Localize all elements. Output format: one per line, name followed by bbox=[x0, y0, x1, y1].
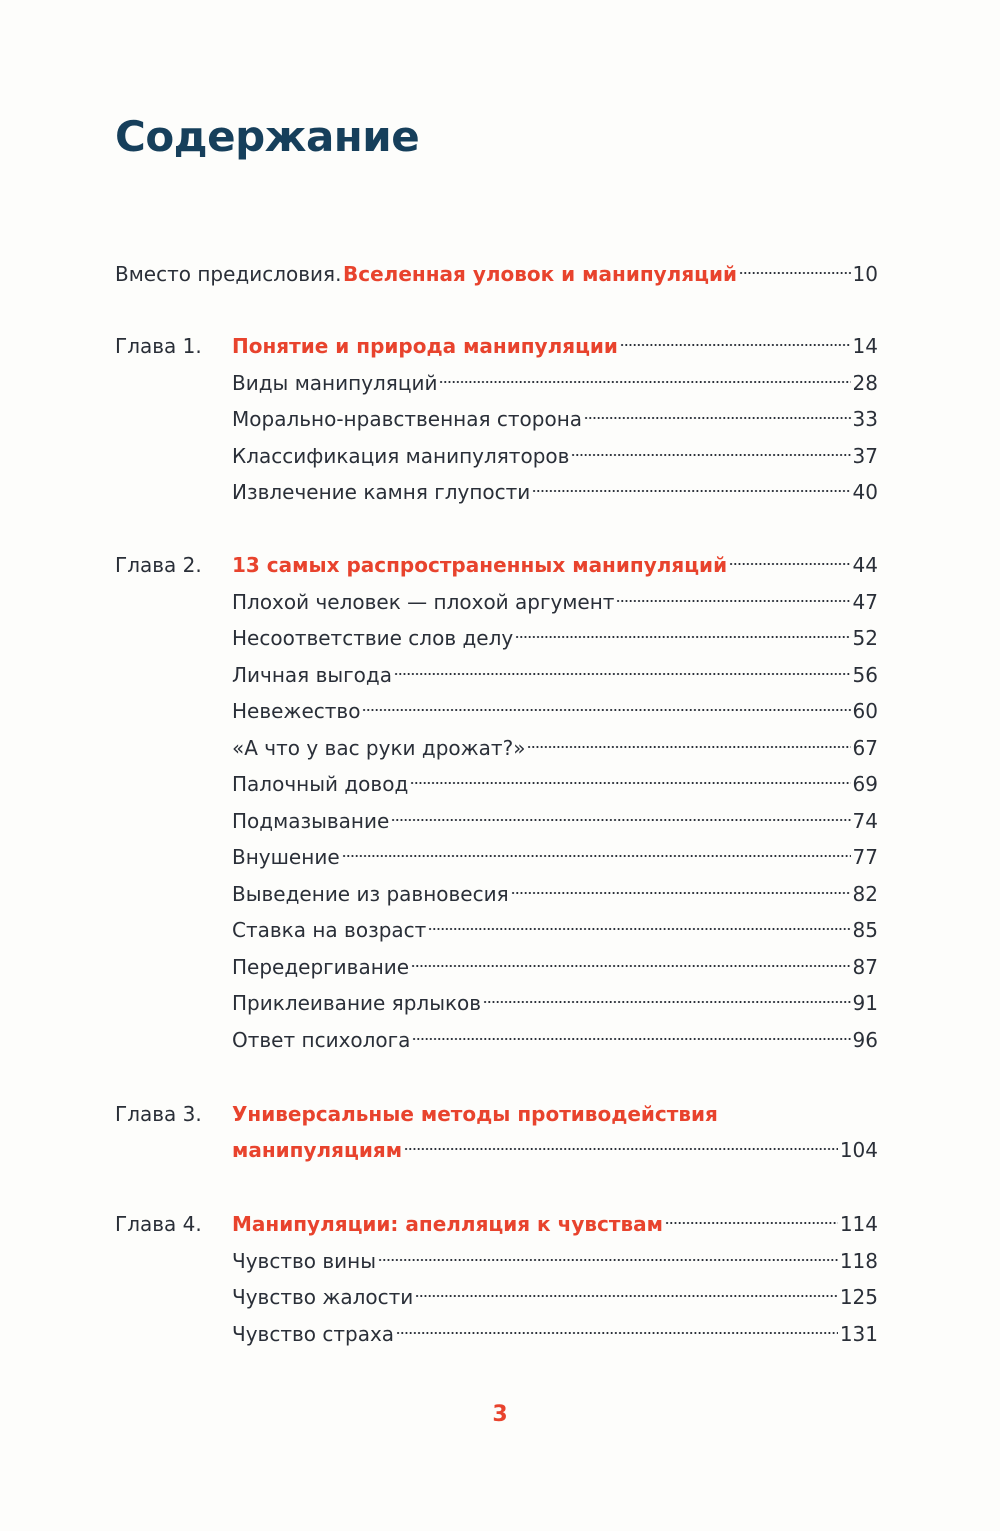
toc-item-row[interactable] bbox=[0, 1316, 1000, 1352]
item-title: Чувство жалости bbox=[232, 1285, 414, 1309]
toc-entry bbox=[232, 328, 878, 364]
dot-leader bbox=[584, 416, 851, 420]
toc-item-row[interactable] bbox=[0, 912, 1000, 948]
item-title: Классификация манипуляторов bbox=[232, 444, 570, 468]
toc-entry bbox=[232, 985, 878, 1021]
toc-item-row[interactable] bbox=[0, 839, 1000, 875]
toc-entry bbox=[232, 766, 878, 802]
toc-entry bbox=[232, 547, 878, 583]
page-ref: 104 bbox=[839, 1138, 878, 1162]
toc-item-row[interactable] bbox=[0, 401, 1000, 437]
page-ref: 114 bbox=[839, 1212, 878, 1236]
toc-chapter-row[interactable] bbox=[0, 547, 1000, 583]
dot-leader bbox=[616, 599, 850, 603]
toc-chapter-row-continued[interactable] bbox=[0, 1132, 1000, 1168]
page-ref: 87 bbox=[852, 955, 878, 979]
item-title: Извлечение камня глупости bbox=[232, 480, 531, 504]
toc-item-row[interactable] bbox=[0, 1279, 1000, 1315]
chapter-title: 13 самых распространенных манипуляций bbox=[232, 553, 728, 577]
page-ref: 40 bbox=[852, 480, 878, 504]
item-title: Виды манипуляций bbox=[232, 371, 438, 395]
page-ref: 33 bbox=[852, 407, 878, 431]
toc-item-row[interactable] bbox=[0, 766, 1000, 802]
toc-item-row[interactable] bbox=[0, 657, 1000, 693]
dot-leader bbox=[342, 854, 851, 858]
chapter-label: Глава 3. bbox=[115, 1102, 202, 1126]
item-title: Ответ психолога bbox=[232, 1028, 411, 1052]
page-ref: 44 bbox=[852, 553, 878, 577]
dot-leader bbox=[412, 1037, 850, 1041]
page-ref: 118 bbox=[839, 1249, 878, 1273]
toc-entry bbox=[232, 730, 878, 766]
page-ref: 77 bbox=[852, 845, 878, 869]
toc-entry bbox=[232, 912, 878, 948]
page-ref: 10 bbox=[852, 262, 878, 286]
dot-leader bbox=[665, 1221, 838, 1225]
toc-item-row[interactable] bbox=[0, 1022, 1000, 1058]
toc-entry bbox=[232, 657, 878, 693]
toc-entry bbox=[232, 620, 878, 656]
chapter-label: Глава 2. bbox=[115, 553, 202, 577]
toc-entry bbox=[343, 256, 878, 292]
dot-leader bbox=[410, 781, 850, 785]
toc-entry bbox=[232, 693, 878, 729]
toc-entry bbox=[232, 1279, 878, 1315]
toc-item-row[interactable] bbox=[0, 438, 1000, 474]
page-number: 3 bbox=[492, 1402, 508, 1427]
toc-entry bbox=[232, 1022, 878, 1058]
item-title: Приклеивание ярлыков bbox=[232, 991, 482, 1015]
toc-item-row[interactable] bbox=[0, 620, 1000, 656]
toc-item-row[interactable] bbox=[0, 876, 1000, 912]
toc-entry bbox=[232, 401, 878, 437]
page-ref: 82 bbox=[852, 882, 878, 906]
chapter-label: Глава 4. bbox=[115, 1212, 202, 1236]
item-title: Ставка на возраст bbox=[232, 918, 427, 942]
page-ref: 131 bbox=[839, 1322, 878, 1346]
item-title: Личная выгода bbox=[232, 663, 392, 687]
chapter-title-line2: манипуляциям bbox=[232, 1138, 403, 1162]
item-title: Выведение из равновесия bbox=[232, 882, 509, 906]
toc-item-row[interactable] bbox=[0, 730, 1000, 766]
item-title: Несоответствие слов делу bbox=[232, 626, 514, 650]
toc-item-row[interactable] bbox=[0, 1243, 1000, 1279]
chapter-title: Манипуляции: апелляция к чувствам bbox=[232, 1212, 663, 1236]
toc-chapter-row[interactable] bbox=[0, 328, 1000, 364]
dot-leader bbox=[411, 964, 850, 968]
toc-item-row[interactable] bbox=[0, 985, 1000, 1021]
item-title: Плохой человек — плохой аргумент bbox=[232, 590, 615, 614]
page-ref: 56 bbox=[852, 663, 878, 687]
item-title: Невежество bbox=[232, 699, 361, 723]
intro-title: Вселенная уловок и манипуляций bbox=[343, 262, 738, 286]
dot-leader bbox=[571, 453, 850, 457]
toc-entry bbox=[232, 584, 878, 620]
toc-entry bbox=[232, 1316, 878, 1352]
dot-leader bbox=[515, 635, 850, 639]
chapter-title-line1: Универсальные методы противодействия bbox=[232, 1102, 718, 1126]
toc-entry bbox=[232, 949, 878, 985]
item-title: Подмазывание bbox=[232, 809, 390, 833]
dot-leader bbox=[394, 672, 851, 676]
page-ref: 52 bbox=[852, 626, 878, 650]
page-ref: 37 bbox=[852, 444, 878, 468]
toc-item-row[interactable] bbox=[0, 693, 1000, 729]
toc-entry bbox=[232, 1132, 878, 1168]
toc-chapter-row[interactable] bbox=[0, 1096, 1000, 1132]
toc-entry bbox=[232, 438, 878, 474]
page-title: Содержание bbox=[115, 112, 420, 161]
toc-entry bbox=[232, 839, 878, 875]
dot-leader bbox=[483, 1000, 850, 1004]
page-ref: 67 bbox=[852, 736, 878, 760]
dot-leader bbox=[396, 1331, 838, 1335]
page-ref: 125 bbox=[839, 1285, 878, 1309]
page-ref: 69 bbox=[852, 772, 878, 796]
chapter-label: Глава 1. bbox=[115, 334, 202, 358]
dot-leader bbox=[391, 818, 850, 822]
item-title: Передергивание bbox=[232, 955, 410, 979]
toc-entry bbox=[232, 365, 878, 401]
toc-item-row[interactable] bbox=[0, 803, 1000, 839]
toc-entry bbox=[232, 1243, 878, 1279]
item-title: Морально-нравственная сторона bbox=[232, 407, 583, 431]
page-ref: 28 bbox=[852, 371, 878, 395]
toc-entry bbox=[232, 803, 878, 839]
page-ref: 14 bbox=[852, 334, 878, 358]
toc-entry bbox=[232, 1206, 878, 1242]
toc-item-row[interactable] bbox=[0, 949, 1000, 985]
item-title: Чувство вины bbox=[232, 1249, 377, 1273]
toc-chapter-row[interactable] bbox=[0, 1206, 1000, 1242]
page-ref: 91 bbox=[852, 991, 878, 1015]
chapter-title: Понятие и природа манипуляции bbox=[232, 334, 618, 358]
page-ref: 96 bbox=[852, 1028, 878, 1052]
toc-entry bbox=[232, 876, 878, 912]
dot-leader bbox=[378, 1258, 838, 1262]
toc-item-row[interactable] bbox=[0, 584, 1000, 620]
page-ref: 60 bbox=[852, 699, 878, 723]
dot-leader bbox=[527, 745, 850, 749]
dot-leader bbox=[362, 708, 850, 712]
intro-lead: Вместо предисловия. bbox=[115, 262, 342, 286]
toc-intro-row[interactable] bbox=[0, 256, 1000, 292]
page-ref: 47 bbox=[852, 590, 878, 614]
dot-leader bbox=[739, 271, 851, 275]
item-title: Палочный довод bbox=[232, 772, 409, 796]
page-ref: 74 bbox=[852, 809, 878, 833]
dot-leader bbox=[415, 1294, 838, 1298]
page-ref: 85 bbox=[852, 918, 878, 942]
dot-leader bbox=[439, 380, 850, 384]
dot-leader bbox=[532, 489, 850, 493]
dot-leader bbox=[511, 891, 851, 895]
item-title: Чувство страха bbox=[232, 1322, 395, 1346]
toc-item-row[interactable] bbox=[0, 474, 1000, 510]
item-title: Внушение bbox=[232, 845, 340, 869]
dot-leader bbox=[729, 562, 850, 566]
toc-item-row[interactable] bbox=[0, 365, 1000, 401]
dot-leader bbox=[404, 1147, 838, 1151]
dot-leader bbox=[428, 927, 850, 931]
dot-leader bbox=[620, 343, 851, 347]
toc-entry bbox=[232, 474, 878, 510]
item-title: «А что у вас руки дрожат?» bbox=[232, 736, 526, 760]
